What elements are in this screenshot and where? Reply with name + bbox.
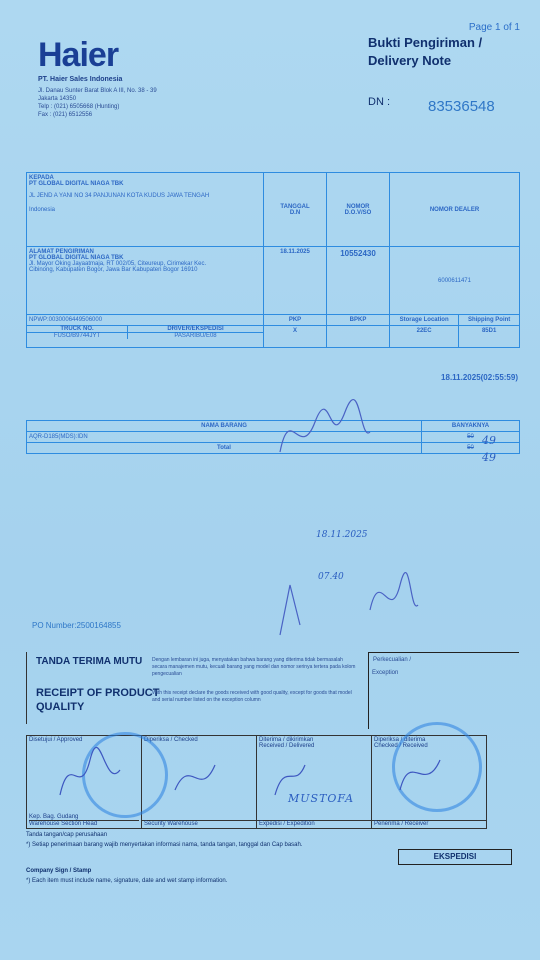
document-title: Bukti Pengiriman / Delivery Note [368, 35, 483, 68]
print-datetime: 18.11.2025(02:55:59) [441, 373, 518, 382]
signature-scribble-mid [270, 565, 420, 645]
footer-line2: *) Setiap penerimaan barang wajib menyertakan informasi nama, tanda tangan, tanggal dan Cap basah. [26, 842, 303, 848]
received-cell: Diperiksa / diterima Checked / Received Penerima / Receiver [372, 736, 487, 829]
nomor-header: NOMOR D.O.V/SO [327, 173, 390, 247]
table-row: AQR-D185(MDS):IDN 50 [27, 432, 520, 443]
dn-number: 83536548 [428, 98, 495, 115]
storage-header: Storage Location [390, 315, 459, 326]
qty-header: BANYAKNYA [422, 421, 520, 432]
checked-cell: Diperiksa / Checked Security Warehouse [142, 736, 257, 829]
pkp-header: PKP [264, 315, 327, 326]
exception-label-en: Exception [372, 670, 399, 676]
storage-value: 22EC [390, 326, 459, 348]
bpkp-value [327, 326, 390, 348]
shipping-number: 10552430 [327, 247, 390, 315]
pkp-value: X [264, 326, 327, 348]
address-table [26, 172, 520, 348]
approved-cell: Disetujui / Approved Kep. Bag. Gudang Warehouse Section Head [27, 736, 142, 829]
receipt-desc-id: Dengan lembaran ini juga, menyatakan bahwa barang yang diterima tidak bermasalah secara manajemen mutu, kecuali barang yang model dan nomor serinya tertera pada kolom pengecualian [152, 657, 356, 677]
company-address: Jl. Danau Sunter Barat Blok A III, No. 38 - 39 Jakarta 14350 Telp : (021) 6505668 (Hunting) Fax : (021) 6512556 [38, 88, 157, 118]
handwritten-time: 07.40 [318, 572, 344, 582]
footer-line4: *) Each item must include name, signature, date and wet stamp information. [26, 878, 228, 884]
item-name-header: NAMA BARANG [27, 421, 422, 432]
footer-line3: Company Sign / Stamp [26, 868, 92, 874]
handwritten-date: 18.11.2025 [316, 530, 368, 540]
signature-scribble-top [270, 392, 380, 472]
exception-box: Perkecualian / [368, 652, 519, 729]
dealer-number: 6000611471 [390, 247, 520, 315]
npwp: NPWP:0030006449506000 [27, 315, 264, 326]
handwritten-total: 49 [482, 451, 496, 464]
delivered-cell: Diterima / dikirimkan Received / Delivered Expedisi / Expedition [257, 736, 372, 829]
receipt-desc-en: With this receipt declare the goods received with good quality, except for goods that model and serial number listed on the exception column [152, 690, 352, 703]
shipping-date: 18.11.2025 [264, 247, 327, 315]
dn-label: DN : [368, 96, 390, 108]
dealer-header: NOMOR DEALER [390, 173, 520, 247]
total-row: Total 50 [27, 443, 520, 454]
receipt-title-en: RECEIPT OF PRODUCT QUALITY [36, 687, 160, 713]
shipping-cell: ALAMAT PENGIRIMAN PT GLOBAL DIGITAL NIAGA TBK Jl. Mayor Oking Jayaatmaja, RT 002/05, Citeureup, Cirimekar Kec. Cibinong, Kabupaten Bogor, Jawa Bar Kabupaten Bogor 16910 [27, 247, 264, 315]
signatures-handwritten [40, 745, 460, 805]
ekspedisi-label: EKSPEDISI [398, 849, 512, 865]
page-number: Page 1 of 1 [468, 22, 520, 33]
tanggal-header: TANGGAL D.N [264, 173, 327, 247]
footer-line1: Tanda tangan/cap perusahaan [26, 832, 108, 838]
haier-logo: Haier [38, 36, 119, 74]
receipt-title-id: TANDA TERIMA MUTU [36, 656, 143, 667]
shipping-point-value: 85D1 [459, 326, 520, 348]
kepada-cell: KEPADA PT GLOBAL DIGITAL NIAGA TBK JL JEND A YANI NO 34 PANJUNAN KOTA KUDUS JAWA TENGAH Indonesia [27, 173, 264, 247]
bpkp-header: BPKP [327, 315, 390, 326]
handwritten-qty: 49 [482, 434, 496, 447]
po-number: PO Number:2500164855 [32, 621, 121, 630]
company-name: PT. Haier Sales Indonesia [38, 76, 123, 83]
handwritten-name: MUSTOFA [288, 792, 355, 805]
truck-driver-cell: TRUCK NO. DRIVER/EKSPEDISI FUSO/B9744JYT PASARIBU/E08 [27, 326, 264, 348]
shipping-point-header: Shipping Point [459, 315, 520, 326]
